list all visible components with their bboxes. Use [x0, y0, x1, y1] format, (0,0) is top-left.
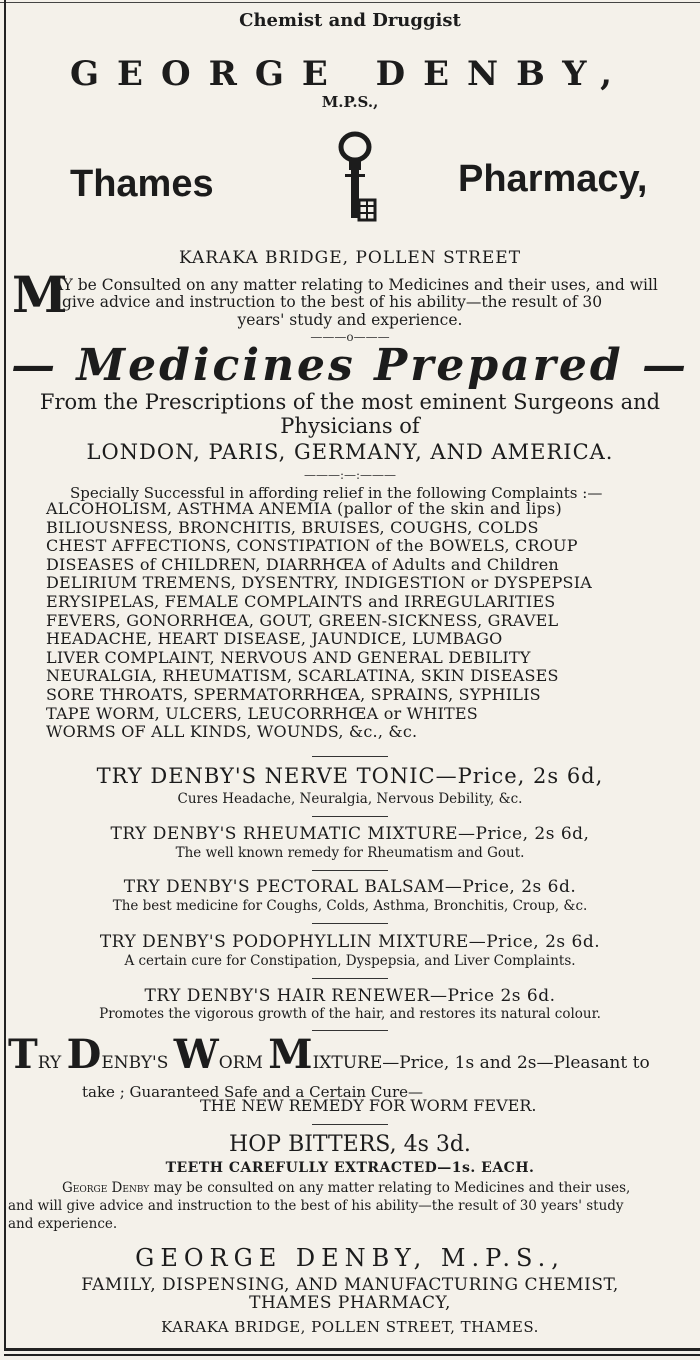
section-heading: Chemist and Druggist [239, 10, 461, 31]
cities-line: LONDON, PARIS, GERMANY, AND AMERICA. [86, 440, 614, 464]
worm-mixture-headline [8, 1031, 650, 1078]
footer-address: KARAKA BRIDGE, POLLEN STREET, THAMES. [161, 1318, 539, 1336]
complaints-intro: Specially Successful in affording relief in the following Complaints :— [70, 484, 603, 502]
ornament-divider: ———o——— [310, 330, 390, 344]
qualification: M.P.S., [321, 93, 379, 111]
medicines-title: — Medicines Prepared — [11, 340, 689, 391]
headline-text: ENBY'S [101, 1053, 174, 1073]
proprietor-name-inline: George Denby [62, 1180, 150, 1196]
intro-line-1: AY be Consulted on any matter relating to Medicines and their uses, and will [52, 276, 658, 294]
divider-rule [312, 1030, 388, 1031]
divider-rule [312, 756, 388, 757]
bottom-rule [4, 1354, 700, 1356]
initial-letter: W [173, 1031, 219, 1078]
complaint-line: NEURALGIA, RHEUMATISM, SCARLATINA, SKIN DISEASES [46, 666, 559, 686]
complaint-line: BILIOUSNESS, BRONCHITIS, BRUISES, COUGHS, COLDS [46, 517, 539, 537]
top-rule [0, 2, 700, 3]
bottom-rule [4, 1348, 700, 1351]
worm-line-3: THE NEW REMEDY FOR WORM FEVER. [200, 1096, 537, 1115]
complaint-line: TAPE WORM, ULCERS, LEUCORRHŒA or WHITES [46, 703, 478, 723]
complaint-line: ERYSIPELAS, FEMALE COMPLAINTS and IRREGULARITIES [46, 591, 556, 611]
physicians-line: Physicians of [280, 414, 420, 438]
remedy-description: Cures Headache, Neuralgia, Nervous Debility, &c. [177, 791, 523, 807]
business-name-left: Thames [70, 163, 214, 205]
complaint-line: LIVER COMPLAINT, NERVOUS AND GENERAL DEBILITY [46, 647, 531, 667]
remedy-title: TRY DENBY'S NERVE TONIC—Price, 2s 6d, [96, 764, 604, 788]
address-top: KARAKA BRIDGE, POLLEN STREET [178, 248, 522, 268]
footer-pharmacy: THAMES PHARMACY, [249, 1293, 451, 1313]
divider-rule [312, 816, 388, 817]
worm-line-2: take ; Guaranteed Safe and a Certain Cure— [82, 1083, 424, 1101]
headline-text: ORM [218, 1053, 269, 1073]
remedy-description: The well known remedy for Rheumatism and Gout. [175, 845, 525, 861]
drop-cap: M [12, 265, 68, 324]
divider-rule [312, 1124, 388, 1125]
footer-proprietor-name: GEORGE DENBY, M.P.S., [135, 1244, 565, 1272]
complaint-line: CHEST AFFECTIONS, CONSTIPATION of the BOWELS, CROUP [46, 536, 578, 556]
headline-text: IXTURE—Price, 1s and 2s—Pleasant to [312, 1053, 650, 1073]
complaint-line: DISEASES of CHILDREN, DIARRHŒA of Adults and Children [46, 554, 559, 574]
divider-rule [312, 978, 388, 979]
complaint-line: SORE THROATS, SPERMATORRHŒA, SPRAINS, SYPHILIS [46, 684, 541, 704]
intro-line-3: years' study and experience. [237, 311, 463, 329]
business-name-right: Pharmacy, [458, 158, 648, 200]
complaint-line: DELIRIUM TREMENS, DYSENTRY, INDIGESTION or DYSPEPSIA [46, 573, 592, 593]
proprietor-name: GEORGE DENBY, [70, 54, 630, 94]
remedy-description: A certain cure for Constipation, Dyspepsia, and Liver Complaints. [124, 953, 576, 969]
remedy-title: TRY DENBY'S PODOPHYLLIN MIXTURE—Price, 2s 6d. [99, 932, 601, 952]
complaint-line: FEVERS, GONORRHŒA, GOUT, GREEN-SICKNESS, GRAVEL [46, 610, 559, 630]
footer-role: FAMILY, DISPENSING, AND MANUFACTURING CHEMIST, [81, 1275, 619, 1295]
complaint-line: WORMS OF ALL KINDS, WOUNDS, &c., &c. [46, 722, 418, 742]
remedy-description: The best medicine for Coughs, Colds, Asthma, Bronchitis, Croup, &c. [112, 898, 588, 914]
consult-line-3: and experience. [8, 1216, 118, 1232]
initial-letter: D [66, 1031, 102, 1078]
divider-rule [312, 870, 388, 871]
consult-line-1 [62, 1180, 630, 1196]
headline-text: RY [37, 1053, 67, 1073]
initial-letter: M [268, 1031, 313, 1078]
hop-bitters-title: HOP BITTERS, 4s 3d. [229, 1132, 471, 1157]
consult-text: may be consulted on any matter relating to Medicines and their uses, [149, 1180, 631, 1196]
prescriptions-line: From the Prescriptions of the most eminent Surgeons and [39, 390, 661, 414]
consult-line-2: and will give advice and instruction to the best of his ability—the result of 30 years' study [8, 1198, 624, 1214]
teeth-extraction-line: TEETH CAREFULLY EXTRACTED—1s. EACH. [165, 1160, 535, 1176]
key-icon [325, 130, 385, 230]
remedy-description: Promotes the vigorous growth of the hair, and restores its natural colour. [99, 1006, 601, 1022]
ornament-divider: ———:—:——— [303, 468, 397, 482]
intro-line-2: give advice and instruction to the best of his ability—the result of 30 [62, 293, 603, 311]
remedy-title: TRY DENBY'S PECTORAL BALSAM—Price, 2s 6d. [123, 877, 577, 897]
complaints-list [46, 500, 592, 742]
initial-letter: T [8, 1031, 38, 1078]
remedy-title: TRY DENBY'S RHEUMATIC MIXTURE—Price, 2s 6d, [110, 824, 590, 844]
remedy-title: TRY DENBY'S HAIR RENEWER—Price 2s 6d. [144, 986, 556, 1006]
divider-rule [312, 923, 388, 924]
complaint-line: HEADACHE, HEART DISEASE, JAUNDICE, LUMBAGO [46, 629, 503, 649]
complaint-line: ALCOHOLISM, ASTHMA ANEMIA (pallor of the skin and lips) [46, 499, 562, 518]
